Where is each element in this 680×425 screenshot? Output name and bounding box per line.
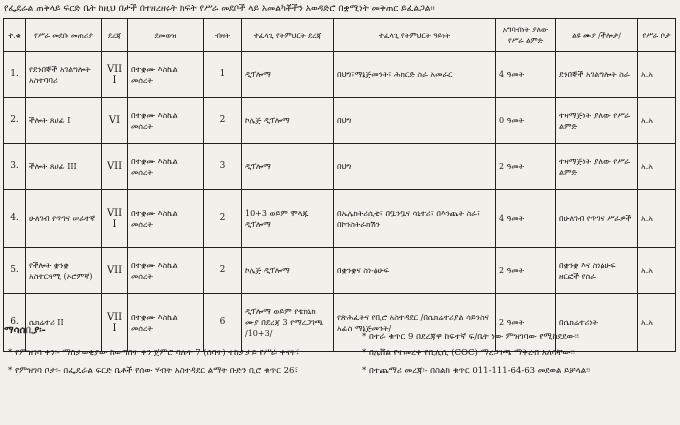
col-header-grade: ደረጃ (102, 19, 128, 52)
row-level: ኮሌጅ ዲፕሎማ (242, 98, 334, 144)
row-salary: በተቋሙ እስኬል መሰረት (128, 248, 204, 294)
row-place: አ.አ (638, 52, 676, 98)
row-qty: 2 (204, 248, 242, 294)
row-field: በህግ፣ማኔጅመንት፣ ሕክርድ ስራ አመራር (334, 52, 496, 98)
notes-label: ማሳሰቢያ፡- (4, 325, 46, 336)
col-header-level: ተፈላጊ የትምህርት ደረጃ (242, 19, 334, 52)
row-exp: 4 ዓመት (496, 190, 556, 248)
note-item: * የምዝገባ ቦታ፡- በፌዴራል ፍርድ ቤቶች የሰው ሃብት አስተዳደር ልማት ቡድን ቢሮ ቁጥር 26፣ (8, 366, 298, 376)
col-header-qty: ብዛት (204, 19, 242, 52)
note-item: * በተጨማሪ መረጃ፡- በስልክ ቁጥር 011-111-64-63 መደወል ይቻላል፡፡ (362, 366, 591, 376)
row-place: አ.አ (638, 248, 676, 294)
row-level: ዲፕሎማ ወይም የቴክኒክ ሙያ በደረጃ 3 የማረጋገጫ /10+3/ (242, 294, 334, 352)
notes-right (362, 344, 674, 380)
note-item: * በሌቨል የተመረቀ የቢሊሲ (COC) ማረጋገጫ ማቅረብ አለባቸው፡፡ (362, 348, 575, 358)
table-row (4, 248, 676, 294)
row-qty: 1 (204, 52, 242, 98)
row-field: በህግ (334, 144, 496, 190)
note-item: * በተራ ቁጥር 9 በደረጃዋ ከፍተኛ ፍ/ቤት ነው ምዝገባው የሚከደደው፡፡ (362, 332, 579, 342)
row-field: በህግ (334, 98, 496, 144)
col-header-no: ተ.ቁ (4, 19, 26, 52)
row-place: አ.አ (638, 294, 676, 352)
row-grade: VIII (102, 294, 128, 352)
row-skill: በሴክሬተሪነት (556, 294, 638, 352)
table-row (4, 144, 676, 190)
row-place: አ.አ (638, 98, 676, 144)
row-title: ሁለገብ የጥገና ሠራተኛ (26, 190, 102, 248)
row-no: 6. (4, 294, 26, 352)
table-header-row (4, 19, 676, 52)
table-row (4, 98, 676, 144)
row-level: ዲፕሎማ (242, 144, 334, 190)
notes-section (4, 322, 676, 422)
row-title: የደንበኞች አገልግሎት አስተባባሪ (26, 52, 102, 98)
row-skill: ተዛማጅነት ያለው የሥራ ልምድ (556, 98, 638, 144)
vacancy-table (3, 18, 676, 352)
row-grade: VIII (102, 52, 128, 98)
table-row (4, 52, 676, 98)
row-exp: 0 ዓመት (496, 98, 556, 144)
row-no: 1. (4, 52, 26, 98)
row-title: የችሎት ቋንቋ አስተርጓሚ (ኦሮምኛ) (26, 248, 102, 294)
col-header-salary: ደመወዝ (128, 19, 204, 52)
row-title: ችሎት ጸሀፊ I (26, 98, 102, 144)
row-qty: 3 (204, 144, 242, 190)
row-field: በቋንቋና ስነ-ፅሁፍ (334, 248, 496, 294)
row-level: 10+3 ወይም ሞላጁ ዲፕሎማ (242, 190, 334, 248)
row-grade: VII (102, 248, 128, 294)
row-qty: 2 (204, 98, 242, 144)
row-salary: በተቋሙ እስኬል መሰረት (128, 190, 204, 248)
note-item: * የምዝገባ ቀን፡- ማስታወቂያው ከወጣበት ቀን ጀምሮ ባሉት 7 (ሰባት) ተከታታይ የሥራ ቀናት፣ (8, 348, 300, 358)
row-skill: በቋንቋ እና ስነፅሁፍ ዘርፎች የሰራ (556, 248, 638, 294)
row-salary: በተቋሙ እስኬል መሰረት (128, 98, 204, 144)
row-title: ችሎት ጸሀፊ III (26, 144, 102, 190)
row-grade: VII (102, 144, 128, 190)
row-no: 2. (4, 98, 26, 144)
row-level: ኮሌጅ ዲፕሎማ (242, 248, 334, 294)
notes-left (8, 344, 338, 380)
row-salary: በተቋሙ እስኬል መሰረት (128, 294, 204, 352)
row-exp: 2 ዓመት (496, 144, 556, 190)
row-grade: VI (102, 98, 128, 144)
announcement-heading: የፌደራል ጠቅላይ ፍርድ ቤት ከዚህ በታች በተዘረዘሩት ክፍት የሥራ መደቦች ላይ አመልካቾችን አወዳድሮ በቋሚነት መቅጠር ይፈልጋል፡፡ (4, 4, 435, 14)
row-no: 3. (4, 144, 26, 190)
row-place: አ.አ (638, 190, 676, 248)
row-field: በኤሌክትሪሲቲ፣ በቧንቧና ሳኒተሪ፣ በእንጨት ስራ፣ በኮንስትራክሽን (334, 190, 496, 248)
col-header-skill: ልዩ ሙያ /ችሎታ/ (556, 19, 638, 52)
row-level: ዲፕሎማ (242, 52, 334, 98)
row-exp: 4 ዓመት (496, 52, 556, 98)
row-field: የጽሕፈትና የቢሮ አስተዳደር /በሴክሬተሪያል ሳይንስና አፊስ ማኔጅመንት/ (334, 294, 496, 352)
row-qty: 2 (204, 190, 242, 248)
row-exp: 2 ዓመት (496, 248, 556, 294)
row-salary: በተቋሙ እስኬል መሰረት (128, 144, 204, 190)
row-salary: በተቋሙ እስኬል መሰረት (128, 52, 204, 98)
row-skill: በሁለገብ የጥገና ሥራዎች (556, 190, 638, 248)
row-place: አ.አ (638, 144, 676, 190)
row-title: ሴክሬተሪ II (26, 294, 102, 352)
table-row (4, 190, 676, 248)
row-no: 4. (4, 190, 26, 248)
col-header-exp: አግባብነት ያለው የሥራ ልምድ (496, 19, 556, 52)
row-skill: ተዛማጅነት ያለው የሥራ ልምድ (556, 144, 638, 190)
col-header-field: ተፈላጊ የትምህርት ዓይነት (334, 19, 496, 52)
row-no: 5. (4, 248, 26, 294)
row-skill: ደንበኞች አገልግሎት ስራ (556, 52, 638, 98)
row-exp: 2 ዓመት (496, 294, 556, 352)
row-qty: 6 (204, 294, 242, 352)
col-header-title: የሥራ መደቡ መጠሪያ (26, 19, 102, 52)
row-grade: VIII (102, 190, 128, 248)
col-header-place: የሥራ ቦታ (638, 19, 676, 52)
